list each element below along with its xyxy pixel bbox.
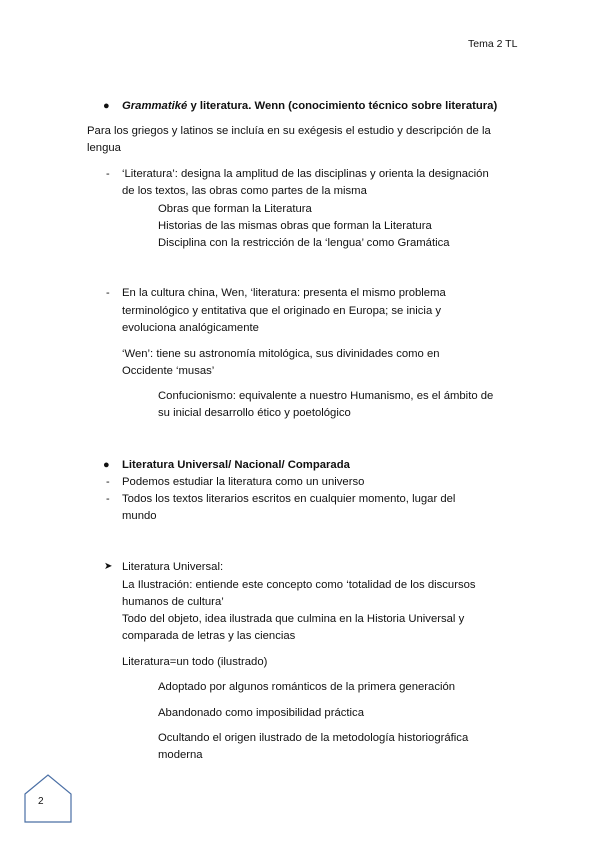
section3-sub-4: moderna [158,749,203,761]
section2-item2-line-2: mundo [122,510,157,522]
section3-sub-3: Ocultando el origen ilustrado de la metodología historiográfica [158,732,469,744]
dash-marker: - [106,493,110,505]
section2-item1: Podemos estudiar la literatura como un universo [122,476,365,488]
section3-line-4: comparada de letras y las ciencias [122,630,296,642]
page-number-tab-icon [22,772,74,828]
section3-line-1: La Ilustración: entiende este concepto como ‘totalidad de los discursos [122,579,476,591]
section2-item2-line-1: Todos los textos literarios escritos en cualquier momento, lugar del [122,493,456,505]
section1-heading-rest: y literatura. Wenn (conocimiento técnico sobre literatura) [187,100,498,112]
section3-sub-1: Adoptado por algunos románticos de la primera generación [158,681,456,693]
item1-line-1: ‘Literatura’: designa la amplitud de las disciplinas y orienta la designación [122,168,489,180]
item2-line-1: En la cultura china, Wen, ‘literatura: presenta el mismo problema [122,287,446,299]
intro-line-1: Para los griegos y latinos se incluía en su exégesis el estudio y descripción de la [87,125,491,137]
dash-marker: - [106,476,110,488]
bullet-icon: ● [103,100,110,112]
section3-definition: Literatura=un todo (ilustrado) [122,656,268,668]
section2-heading: Literatura Universal/ Nacional/ Comparada [122,459,350,471]
section3-sub-2: Abandonado como imposibilidad práctica [158,707,364,719]
dash-marker: - [106,287,110,299]
sub1-line-3: Disciplina con la restricción de la ‘lengua’ como Gramática [158,237,450,249]
dash-marker: - [106,168,110,180]
sub1-line-1: Obras que forman la Literatura [158,203,312,215]
bullet-icon: ● [103,459,110,471]
section3-line-3: Todo del objeto, idea ilustrada que culmina en la Historia Universal y [122,613,465,625]
section3-line-2: humanos de cultura’ [122,596,224,608]
arrow-bullet-icon: ➤ [104,561,113,572]
section3-heading: Literatura Universal: [122,561,224,573]
item1-line-2: de los textos, las obras como partes de la misma [122,185,367,197]
sub1-line-2: Historias de las mismas obras que forman la Literatura [158,220,432,232]
confucio-line-1: Confucionismo: equivalente a nuestro Humanismo, es el ámbito de [158,390,494,402]
wen-line-1: ‘Wen’: tiene su astronomía mitológica, sus divinidades como en [122,348,440,360]
item2-line-3: evoluciona analógicamente [122,322,259,334]
intro-line-2: lengua [87,142,121,154]
wen-line-2: Occidente ‘musas’ [122,365,215,377]
confucio-line-2: su inicial desarrollo ético y poetológico [158,407,351,419]
item2-line-2: terminológico y entitativa que el originado en Europa; se inicia y [122,305,442,317]
page-number: 2 [38,796,44,807]
section1-heading-italic: Grammatiké [122,100,188,112]
running-head: Tema 2 TL [468,38,518,50]
section1-heading [122,98,497,114]
